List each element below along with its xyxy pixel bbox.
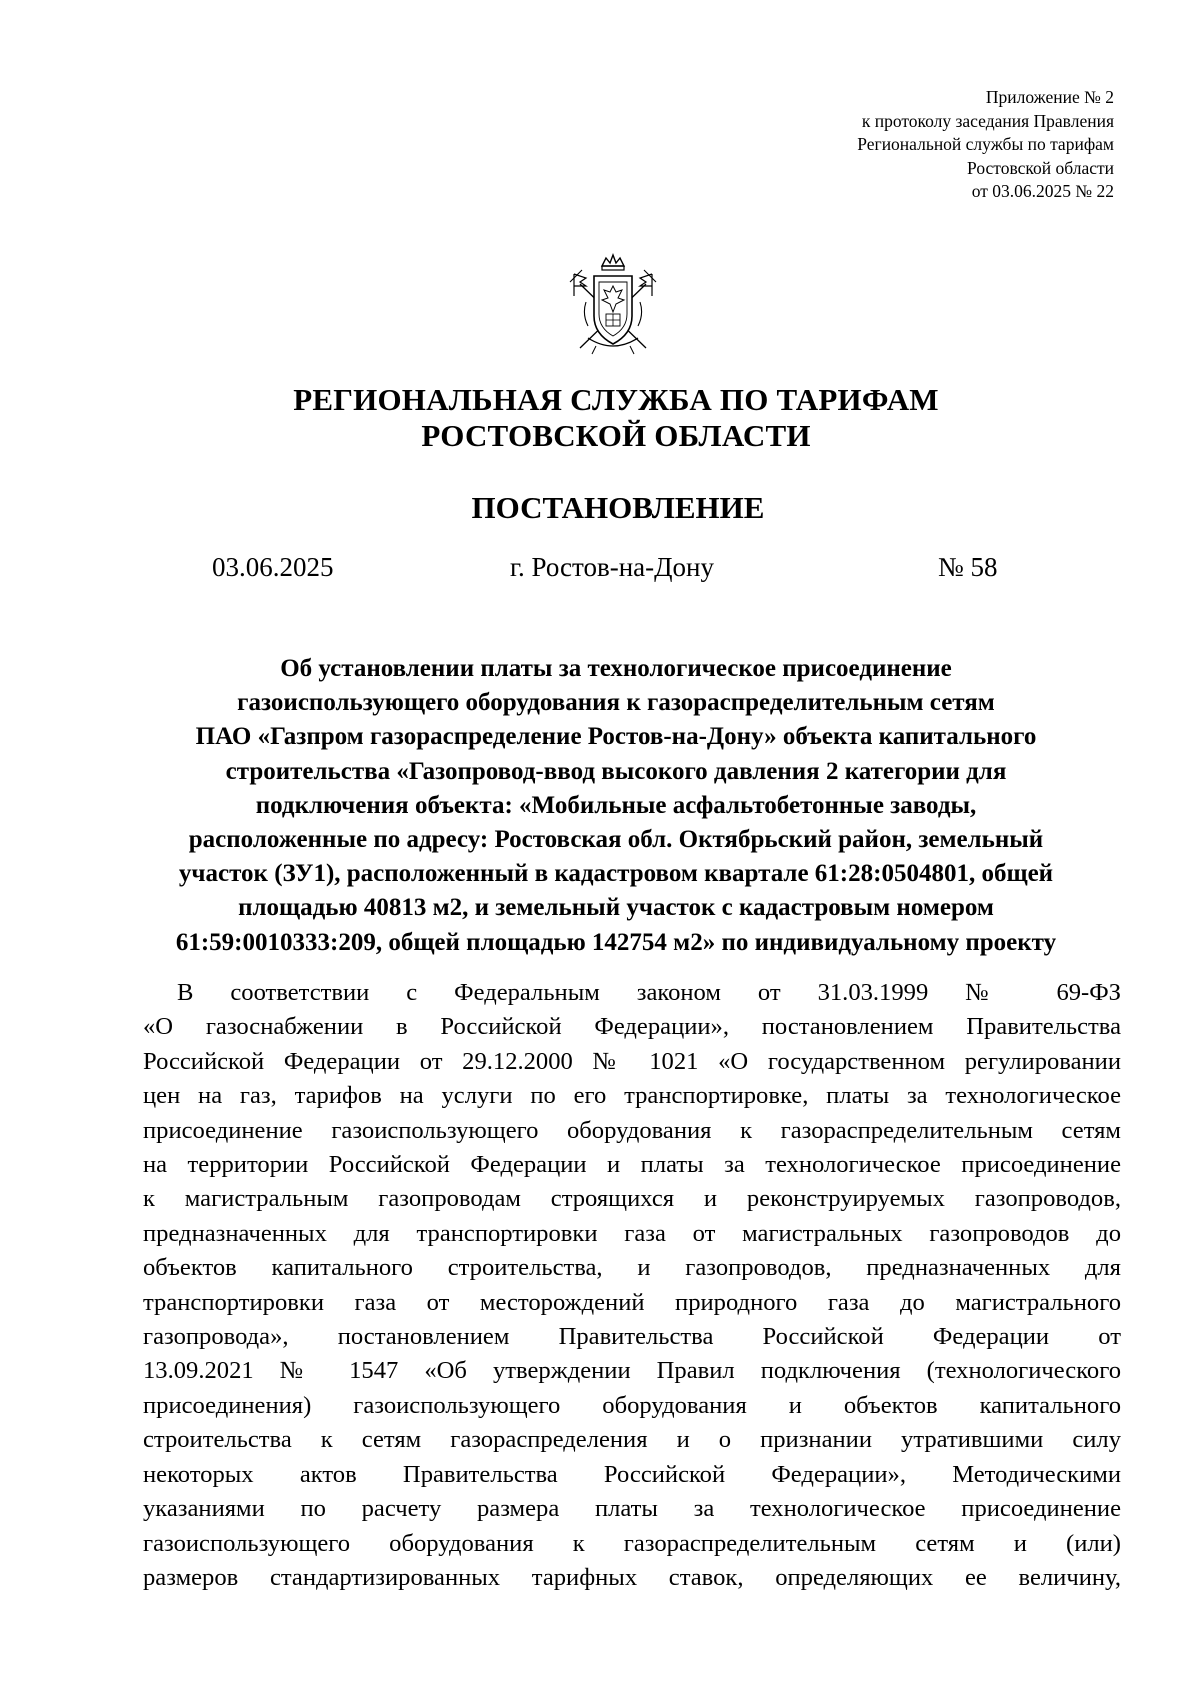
organization-line: РОСТОВСКОЙ ОБЛАСТИ: [421, 418, 811, 453]
document-number: № 58: [938, 552, 998, 582]
title-line: 61:59:0010333:209, общей площадью 142754 м2» по индивидуальному проекту: [175, 928, 1057, 956]
body-line: на территории Российской Федерации и платы за технологическое присоединение: [143, 1151, 1121, 1179]
appendix-line: Приложение № 2: [985, 87, 1114, 107]
appendix-line: от 03.06.2025 № 22: [971, 181, 1114, 201]
body-line: Российской Федерации от 29.12.2000 № 1021 «О государственном регулировании: [143, 1047, 1121, 1075]
body-paragraph: [143, 976, 1121, 1595]
body-line: транспортировки газа от месторождений природного газа до магистрального: [143, 1288, 1121, 1316]
body-line: размеров стандартизированных тарифных ставок, определяющих ее величину,: [143, 1563, 1121, 1591]
title-line: площадью 40813 м2, и земельный участок с кадастровым номером: [238, 894, 994, 922]
document-city: г. Ростов-на-Дону: [510, 552, 715, 582]
body-line: строительства к сетям газораспределения и о признании утратившими силу: [143, 1426, 1121, 1454]
body-line: газоиспользующего оборудования к газораспределительным сетям и (или): [143, 1529, 1121, 1557]
resolution-title: [110, 652, 1122, 960]
appendix-line: к протоколу заседания Правления: [861, 110, 1114, 131]
title-line: ПАО «Газпром газораспределение Ростов-на-Дону» объекта капитального: [195, 723, 1037, 751]
body-line: 13.09.2021 № 1547 «Об утверждении Правил подключения (технологического: [143, 1357, 1121, 1385]
document-type: ПОСТАНОВЛЕНИЕ: [471, 490, 765, 525]
appendix-line: Региональной службы по тарифам: [857, 134, 1114, 154]
title-line: Об установлении платы за технологическое присоединение: [280, 655, 952, 682]
body-line: присоединения) газоиспользующего оборудования и объектов капитального: [143, 1391, 1121, 1419]
body-line: предназначенных для транспортировки газа от магистральных газопроводов до: [143, 1219, 1121, 1247]
body-line: «О газоснабжении в Российской Федерации», постановлением Правительства: [143, 1013, 1121, 1041]
organization-name: [0, 382, 1200, 454]
title-line: газоиспользующего оборудования к газораспределительным сетям: [237, 689, 995, 717]
body-line: цен на газ, тарифов на услуги по его транспортировке, платы за технологическое: [143, 1082, 1121, 1110]
body-line: к магистральным газопроводам строящихся и реконструируемых газопроводов,: [143, 1185, 1121, 1213]
appendix-note: [857, 86, 1114, 204]
organization-line: РЕГИОНАЛЬНАЯ СЛУЖБА ПО ТАРИФАМ: [293, 382, 939, 417]
body-line: указаниями по расчету размера платы за технологическое присоединение: [143, 1495, 1121, 1523]
rostov-oblast-coat-of-arms-icon: [566, 252, 660, 358]
title-line: расположенные по адресу: Ростовская обл. Октябрьский район, земельный: [188, 826, 1044, 854]
body-line: объектов капитального строительства, и газопроводов, предназначенных для: [143, 1254, 1121, 1282]
title-line: подключения объекта: «Мобильные асфальтобетонные заводы,: [255, 791, 977, 819]
body-line: некоторых актов Правительства Российской Федерации», Методическими: [143, 1460, 1121, 1488]
title-line: участок (ЗУ1), расположенный в кадастровом квартале 61:28:0504801, общей: [178, 860, 1054, 888]
document-date: 03.06.2025: [212, 552, 334, 582]
body-line: присоединение газоиспользующего оборудования к газораспределительным сетям: [143, 1116, 1121, 1144]
title-line: строительства «Газопровод-ввод высокого давления 2 категории для: [225, 757, 1007, 785]
body-line: В соответствии с Федеральным законом от 31.03.1999 № 69-ФЗ: [177, 979, 1121, 1006]
body-line: газопровода», постановлением Правительства Российской Федерации от: [143, 1323, 1121, 1351]
appendix-line: Ростовской области: [967, 157, 1114, 178]
